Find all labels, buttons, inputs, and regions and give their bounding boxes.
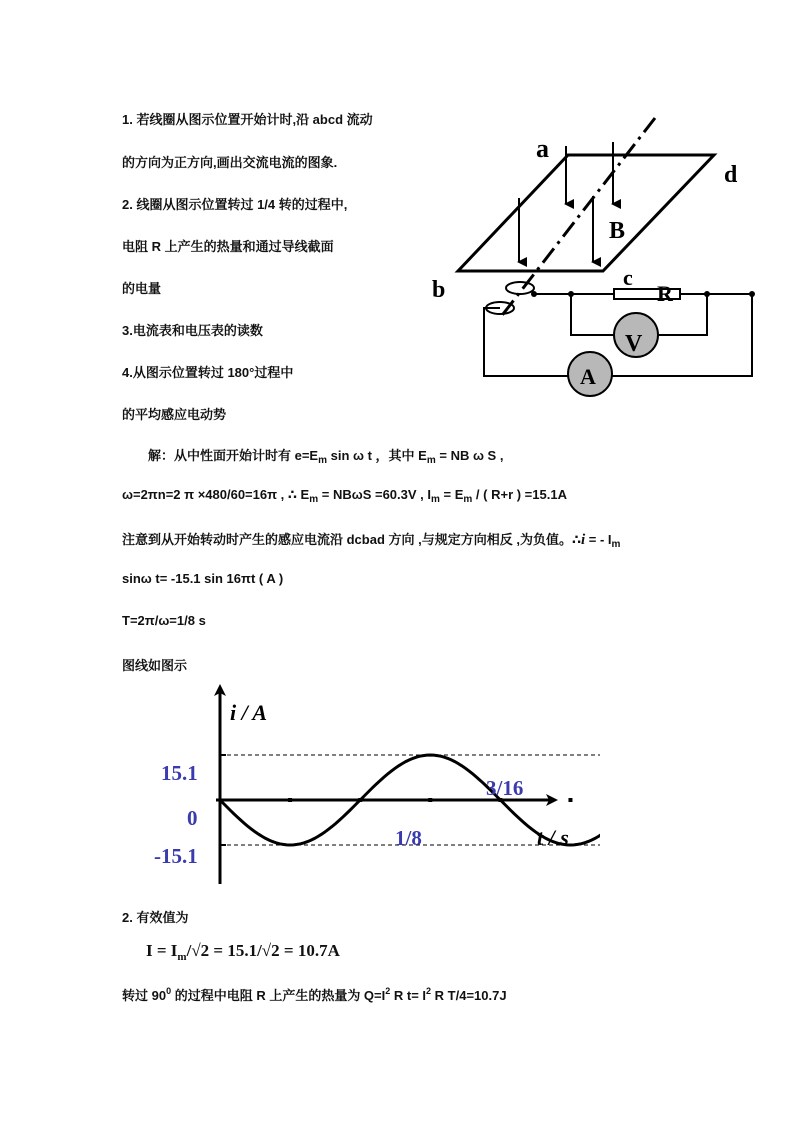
question-2-line-2: 电阻 R 上产生的热量和通过导线截面: [122, 239, 334, 254]
question-2-line-3: 的电量: [122, 281, 162, 296]
y-axis-label: i / A: [230, 700, 268, 725]
solution-line-4: sinω t= -15.1 sin 16πt ( A ): [122, 571, 284, 586]
label-b: b: [432, 277, 446, 303]
question-3: 3.电流表和电压表的读数: [122, 323, 263, 338]
solution-line-8: 转过 $90^0$ 的过程中电阻 R 上产生的热量为 $Q=I^2$ R $t= I^2$ R T/4=10.7J: [122, 986, 507, 1003]
label-a: a: [536, 134, 549, 163]
x-tick-label-period: 1/8: [395, 826, 422, 850]
x-tick-mark: [358, 798, 362, 802]
coil-frame: [458, 155, 714, 271]
question-1-line-2: 的方向为正方向,画出交流电流的图象.: [122, 155, 338, 170]
x-tick-mark: [568, 798, 572, 802]
label-R: R: [657, 281, 673, 306]
question-1-line-1: 1. 若线圈从图示位置开始计时,沿 abcd 流动: [122, 112, 373, 127]
solution-line-3: 注意到从开始转动时产生的感应电流沿 dcbad 方向 ,与规定方向相反 ,为负值。∴i = - $I_m$: [122, 532, 621, 550]
x-tick-label-3-16: 3/16: [486, 776, 524, 800]
current-time-chart: [140, 680, 600, 890]
label-A: A: [580, 364, 596, 389]
solution-line-7: 2. 有效值为: [122, 910, 189, 925]
question-4-line-1: 4.从图示位置转过 180°过程中: [122, 365, 294, 380]
x-axis-label: t / s: [537, 825, 569, 850]
label-B: B: [609, 218, 626, 244]
coil-circuit-diagram: [420, 110, 780, 400]
y-tick-label-zero: 0: [187, 806, 198, 830]
y-tick-label-max: 15.1: [161, 761, 198, 785]
label-d: d: [724, 162, 738, 188]
effective-value-formula: $I = I_m/√2 = 15.1/√2 = 10.7A$: [146, 941, 340, 963]
solution-line-6: 图线如图示: [122, 658, 188, 673]
label-V: V: [625, 331, 643, 357]
question-2-line-1: 2. 线圈从图示位置转过 1/4 转的过程中,: [122, 197, 348, 212]
label-c: c: [623, 265, 633, 290]
x-tick-mark: [428, 798, 432, 802]
question-4-line-2: 的平均感应电动势: [122, 407, 227, 422]
x-tick-mark: [288, 798, 292, 802]
slip-ring: [506, 282, 534, 294]
solution-line-1: 解：从中性面开始计时有 $e=E_m$ sin ω t ，其中 $E_m$ = NB ω S ,: [148, 448, 504, 466]
solution-line-5: T=2π/ω=1/8 s: [122, 613, 206, 628]
y-tick-label-min: -15.1: [154, 844, 198, 868]
solution-line-2: ω=2πn=2 π ×480/60=16π , ∴ $E_m = NB\omega S =60.3V$ , $I_m = E_m$ / ( R+r ) =15.1A: [122, 487, 567, 505]
